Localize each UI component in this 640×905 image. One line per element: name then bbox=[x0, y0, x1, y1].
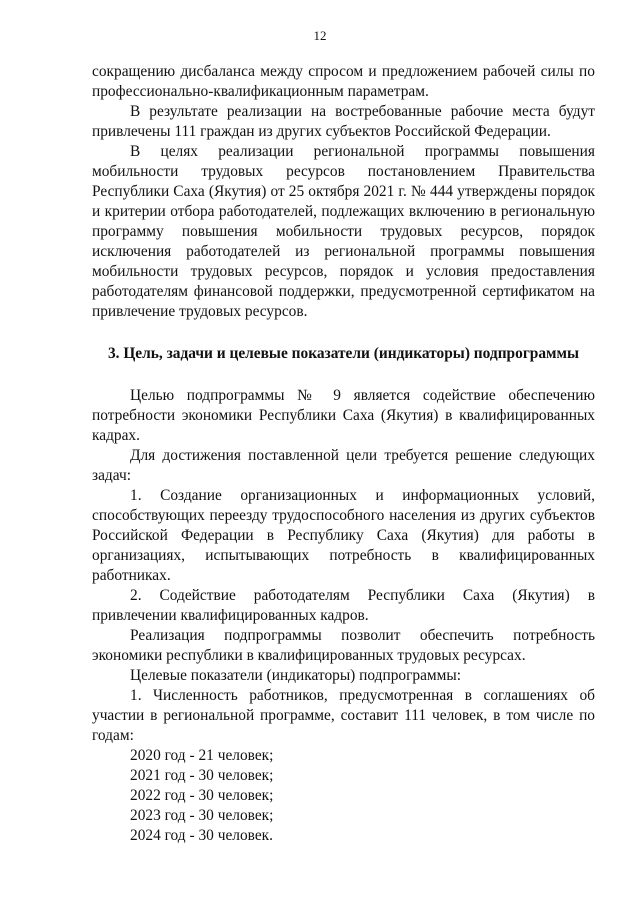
year-line-2023: 2023 год - 30 человек; bbox=[130, 807, 274, 824]
document-body bbox=[92, 62, 595, 846]
paragraph-resolution: В целях реализации региональной программы повышения мобильности трудовых ресурсов постановлением Правительства Республики Саха (Якутия) от 25 октября 2021 г. № 444 утверждены порядок и критерии отбора работодателей, подлежащих включению в региональную программу повышения мобильности трудовых ресурсов, порядок исключения работодателей из региональной программы повышения мобильности трудовых ресурсов, порядок и условия предоставления работодателям финансовой поддержки, предусмотренной сертификатом на привлечение трудовых ресурсов. bbox=[92, 143, 595, 320]
year-line-2021: 2021 год - 30 человек; bbox=[130, 767, 274, 784]
paragraph-continuation: сокращению дисбаланса между спросом и предложением рабочей силы по профессионально-квалификационным параметрам. bbox=[92, 63, 595, 100]
paragraph-implementation: Реализация подпрограммы позволит обеспечить потребность экономики республики в квалифицированных трудовых ресурсах. bbox=[92, 627, 595, 664]
paragraph-indicators-intro: Целевые показатели (индикаторы) подпрограммы: bbox=[130, 667, 462, 684]
year-line-2020: 2020 год - 21 человек; bbox=[130, 747, 274, 764]
paragraph-result: В результате реализации на востребованные рабочие места будут привлечены 111 граждан из других субъектов Российской Федерации. bbox=[92, 103, 595, 140]
section-heading: 3. Цель, задачи и целевые показатели (индикаторы) подпрограммы bbox=[107, 345, 580, 362]
year-line-2022: 2022 год - 30 человек; bbox=[130, 787, 274, 804]
paragraph-tasks-intro: Для достижения поставленной цели требуется решение следующих задач: bbox=[92, 447, 595, 484]
paragraph-task-2: 2. Содействие работодателям Республики Саха (Якутия) в привлечении квалифицированных кадров. bbox=[92, 587, 595, 624]
year-line-2024: 2024 год - 30 человек. bbox=[130, 827, 273, 844]
paragraph-task-1: 1. Создание организационных и информационных условий, способствующих переезду трудоспособного населения из других субъектов Российской Федерации в Республику Саха (Якутия) для работы в организациях, испытывающих потребность в квалифицированных работниках. bbox=[92, 487, 595, 584]
page-number: 12 bbox=[313, 28, 327, 43]
paragraph-indicator-1: 1. Численность работников, предусмотренная в соглашениях об участии в региональной программе, составит 111 человек, в том числе по годам: bbox=[92, 687, 595, 744]
paragraph-goal: Целью подпрограммы № 9 является содействие обеспечению потребности экономики Республики Саха (Якутия) в квалифицированных кадрах. bbox=[92, 387, 595, 444]
